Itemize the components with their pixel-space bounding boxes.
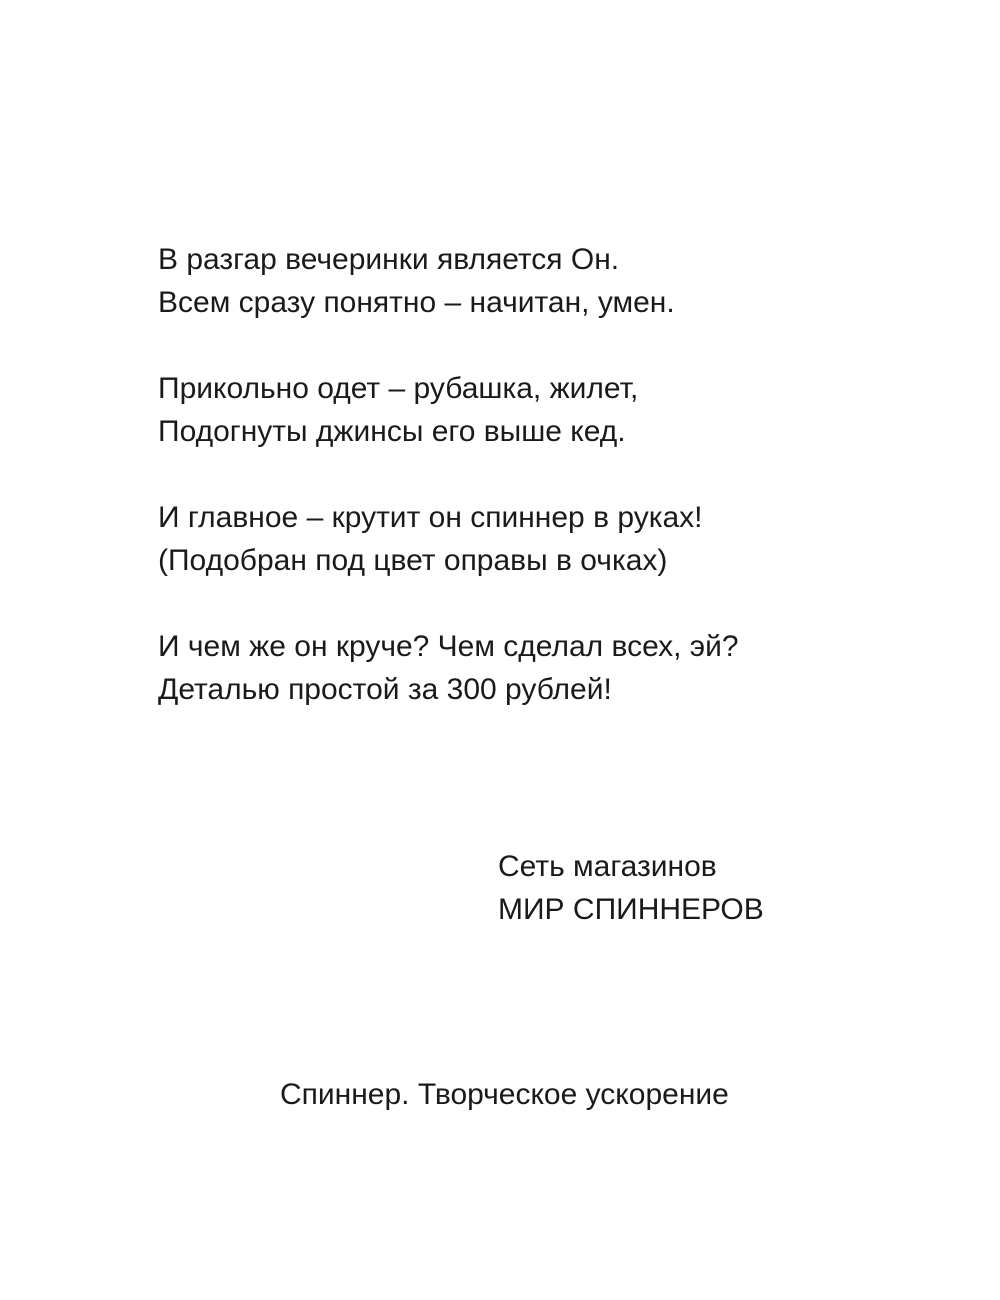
slogan: Спиннер. Творческое ускорение (280, 1078, 729, 1111)
poem-line: Деталью простой за 300 рублей! (158, 673, 612, 706)
poem (158, 238, 878, 754)
poem-line: (Подобран под цвет оправы в очках) (158, 544, 668, 577)
poem-line: И чем же он круче? Чем сделал всех, эй? (158, 630, 739, 663)
stanza-3 (158, 496, 878, 582)
poem-line: И главное – крутит он спиннер в руках! (158, 501, 703, 534)
signature-line-1: Сеть магазинов (498, 850, 717, 883)
signature-store-name: МИР СПИННЕРОВ (498, 893, 764, 926)
poem-line: Всем сразу понятно – начитан, умен. (158, 286, 675, 319)
poem-line: Прикольно одет – рубашка, жилет, (158, 372, 639, 405)
store-signature (498, 845, 898, 931)
stanza-2 (158, 367, 878, 453)
stanza-1 (158, 238, 878, 324)
poem-line: В разгар вечеринки является Он. (158, 243, 620, 276)
poem-line: Подогнуты джинсы его выше кед. (158, 415, 626, 448)
stanza-4 (158, 625, 878, 711)
